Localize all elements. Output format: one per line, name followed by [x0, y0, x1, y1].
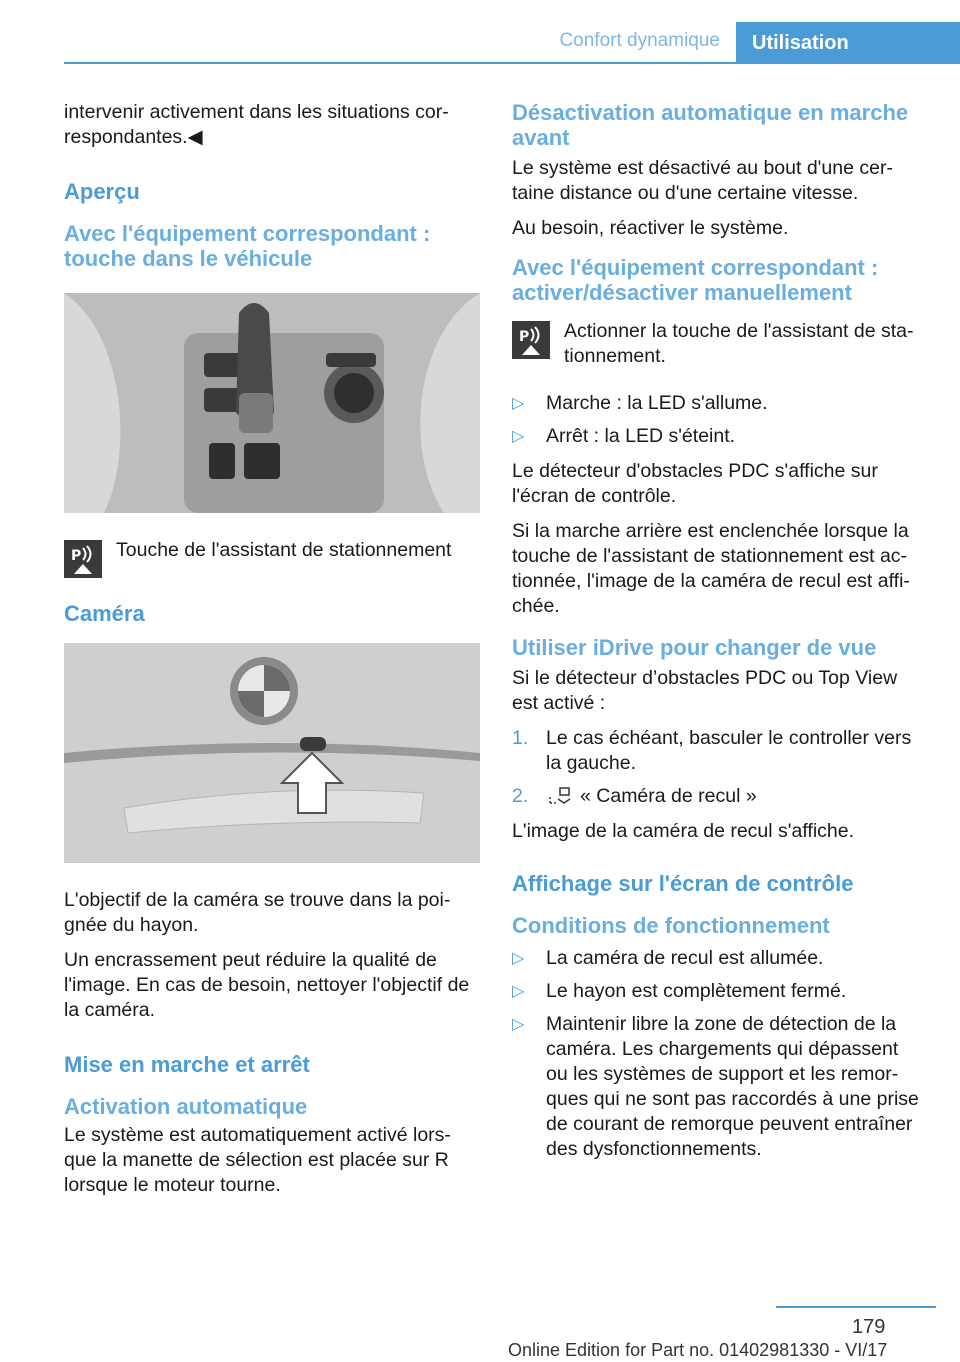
header-tab: [736, 22, 960, 64]
idrive-text: Si le détecteur d’obstacles PDC ou Top View est activé :: [512, 667, 898, 714]
triangle-right-icon: ▷: [512, 950, 525, 967]
svg-text:P: P: [71, 548, 82, 564]
step-number: 2.: [512, 785, 529, 807]
list-item: ▷ Maintenir libre la zone de détection de la caméra. Les chargements qui dépassent ou les systèmes de support et les remor‐ques qui ne sont pas raccordés à une prise de courant de remorque peuvent entraîner des dysfonctionnements.: [512, 1013, 919, 1160]
desactivation-text-2: Au besoin, réactiver le système.: [512, 217, 789, 239]
footer-rule: [776, 1306, 936, 1308]
heading-desactivation: Désactivation automatique en marche avant: [512, 100, 909, 150]
list-item: ▷ Le hayon est complètement fermé.: [512, 980, 847, 1002]
triangle-right-icon: ▷: [512, 428, 525, 445]
manual-icon-text: Actionner la touche de l'assistant de sta‐tionnement.: [564, 320, 914, 367]
camera-location-photo: [64, 643, 480, 863]
list-item: 1. Le cas échéant, basculer le controller vers la gauche.: [512, 727, 912, 774]
edition-text: Online Edition for Part no. 01402981330 - VI/17: [508, 1340, 888, 1360]
parking-assistant-icon: [64, 540, 102, 578]
reverse-text: Si la marche arrière est enclenchée lorsque la touche de l'assistant de stationnement est ac‐tionnée, l'image de la caméra de recul est affi‐chée.: [512, 520, 910, 617]
svg-text:P: P: [519, 329, 530, 345]
triangle-right-icon: ▷: [512, 395, 525, 412]
heading-idrive: Utiliser iDrive pour changer de vue: [512, 635, 877, 660]
heading-apercu: Aperçu: [64, 179, 140, 204]
list-item: ▷ Arrêt : la LED s'éteint.: [512, 425, 736, 447]
conditions-list: [512, 946, 924, 1162]
header-tab-label: Utilisation: [752, 31, 849, 54]
camera-text-2: Un encrassement peut réduire la qualité de l'image. En cas de besoin, nettoyer l'objectif de la caméra.: [64, 949, 470, 1021]
parking-assistant-icon: [512, 321, 550, 359]
heading-camera: Caméra: [64, 601, 145, 626]
intro-text: intervenir activement dans les situations cor‐respondantes.◀: [64, 101, 449, 148]
page-number: 179: [852, 1316, 886, 1338]
list-item: ▷ La caméra de recul est allumée.: [512, 947, 824, 969]
rear-camera-icon: [546, 785, 574, 805]
pdc-text: Le détecteur d'obstacles PDC s'affiche sur l'écran de contrôle.: [512, 460, 878, 507]
triangle-right-icon: ▷: [512, 983, 525, 1000]
header-section: Confort dynamique: [559, 30, 720, 51]
right-column: [512, 100, 924, 1172]
after-steps-text: L'image de la caméra de recul s'affiche.: [512, 820, 855, 842]
parking-assistant-caption-row: [64, 538, 480, 578]
heading-manuel: Avec l'équipement correspondant : activer/désactiver manuellement: [512, 255, 879, 305]
heading-conditions: Conditions de fonctionnement: [512, 913, 830, 938]
list-item: ▷ Marche : la LED s'allume.: [512, 392, 768, 414]
camera-text-1: L'objectif de la caméra se trouve dans la poi‐gnée du hayon.: [64, 889, 451, 936]
list-item: 2. « Caméra de recul »: [512, 785, 757, 807]
left-column: [64, 100, 480, 1208]
heading-activation: Activation automatique: [64, 1094, 308, 1119]
heading-mise-en-marche: Mise en marche et arrêt: [64, 1052, 310, 1077]
parking-assistant-caption: Touche de l'assistant de stationnement: [116, 539, 452, 561]
heading-touche: Avec l'équipement correspondant : touche dans le véhicule: [64, 221, 431, 271]
idrive-steps: [512, 726, 924, 809]
desactivation-text-1: Le système est désactivé au bout d'une cer‐taine distance ou d'une certaine vitesse.: [512, 157, 893, 204]
activation-text: Le système est automatiquement activé lors‐que la manette de sélection est placée sur R lorsque le moteur tourne.: [64, 1124, 451, 1196]
gear-selector-photo: [64, 293, 480, 513]
led-status-list: [512, 391, 924, 449]
step-number: 1.: [512, 727, 529, 749]
heading-affichage: Affichage sur l'écran de contrôle: [512, 871, 854, 896]
header-rule: [64, 62, 960, 64]
triangle-right-icon: ▷: [512, 1016, 525, 1033]
manual-icon-row: [512, 319, 924, 369]
